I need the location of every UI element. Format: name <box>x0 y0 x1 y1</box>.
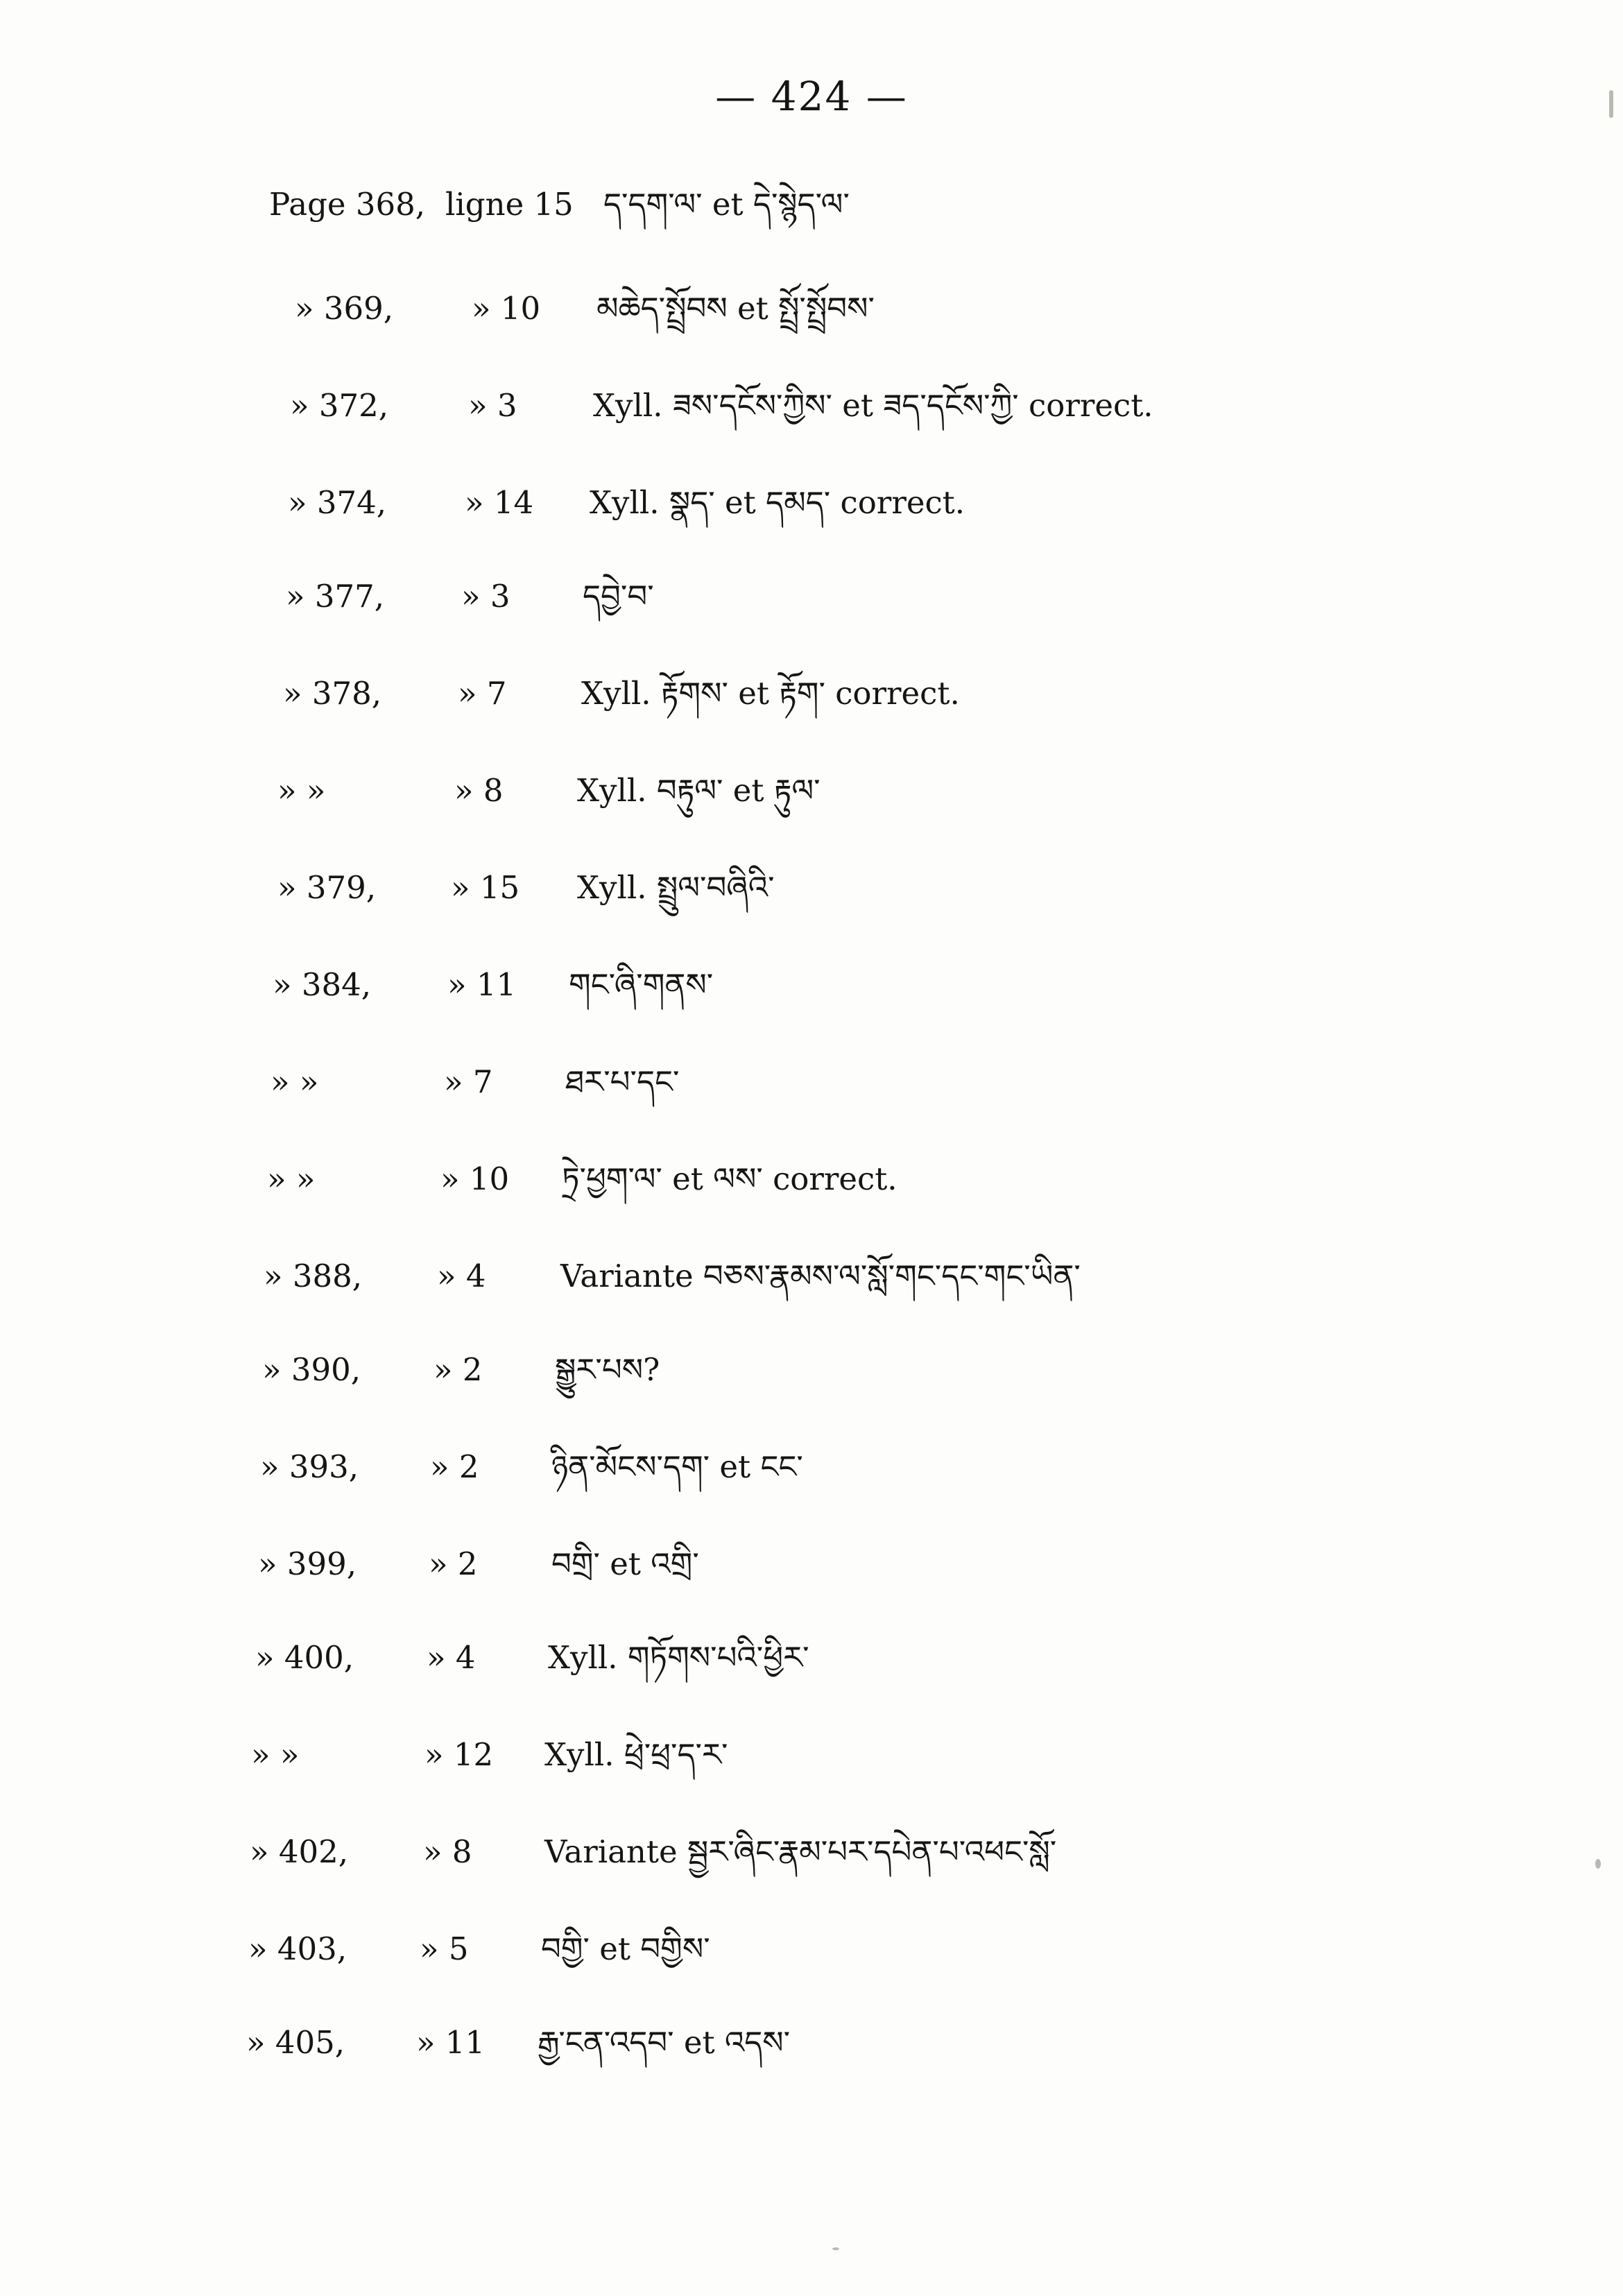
correction-text: Xyll. བརྟུལ་ et རྟུལ་ <box>577 772 821 809</box>
errata-row <box>0 468 1623 538</box>
correction-text: ཏྲེ་ཕྱག་ལ་ et ལས་ correct. <box>562 1160 898 1197</box>
print-speck <box>832 2247 839 2250</box>
correction-text: Variante སྦྱར་ཞིང་རྣམ་པར་དཔེན་པ་འཕང་སློ་ <box>544 1833 1057 1870</box>
correction-text: བགྲི་ et འགྲི་ <box>551 1545 699 1582</box>
line-reference: » 2 <box>429 1545 478 1582</box>
page-reference: » 402, <box>250 1833 349 1870</box>
errata-row <box>0 1145 1623 1214</box>
page-reference: » 379, <box>277 869 377 906</box>
errata-row <box>0 950 1623 1020</box>
errata-row <box>0 1335 1623 1405</box>
line-reference: » 2 <box>430 1448 479 1485</box>
line-reference: » 10 <box>440 1160 510 1197</box>
errata-row <box>0 756 1623 825</box>
page-reference: Page 368, <box>269 186 426 223</box>
errata-row <box>0 274 1623 343</box>
line-reference: » 14 <box>465 484 534 521</box>
page-reference: » » <box>267 1160 316 1197</box>
page-reference: » 390, <box>262 1351 361 1388</box>
line-reference: » 8 <box>423 1833 472 1870</box>
line-reference: » 11 <box>447 966 517 1003</box>
correction-text: Xyll. སྣད་ et དམད་ correct. <box>590 484 965 521</box>
errata-row <box>0 1242 1623 1311</box>
correction-text: Xyll. ཟས་དངོས་ཀྱིས་ et ཟད་དངོས་ཀྱི་ correct. <box>593 387 1153 424</box>
correction-text: Xyll. རྟོགས་ et རྟོག་ correct. <box>581 675 960 712</box>
correction-text: Xyll. གཏོགས་པའི་ཕྱིར་ <box>548 1639 809 1676</box>
page-number: — 424 — <box>715 73 908 120</box>
page-reference: » 378, <box>283 675 382 712</box>
line-reference: » 8 <box>454 772 504 809</box>
page-reference: » 403, <box>248 1930 347 1967</box>
errata-row <box>0 1623 1623 1693</box>
correction-text: Xyll. ཕྲེ་ཕྲ་ད་ར་ <box>544 1736 728 1773</box>
correction-text: ཉིན་མོངས་དག་ et ངང་ <box>551 1448 803 1485</box>
errata-row <box>0 853 1623 923</box>
errata-row <box>0 1914 1623 1984</box>
correction-text: ད་དག་ལ་ et དེ་སྙེད་ལ་ <box>603 186 850 223</box>
line-reference: » 12 <box>424 1736 494 1773</box>
errata-row <box>0 1720 1623 1790</box>
line-reference: » 15 <box>451 869 520 906</box>
line-reference: » 2 <box>433 1351 483 1388</box>
correction-text: Xyll. སྤྲུལ་བཞིའི་ <box>577 869 775 906</box>
page-reference: » 369, <box>295 290 394 327</box>
line-reference: ligne 15 <box>445 186 574 223</box>
errata-row <box>0 1817 1623 1887</box>
print-speck <box>1609 90 1613 118</box>
page-reference: » 374, <box>288 484 387 521</box>
correction-text: ཐར་པ་དང་ <box>565 1063 680 1100</box>
errata-row <box>0 371 1623 440</box>
errata-row <box>0 1432 1623 1502</box>
line-reference: » 5 <box>420 1930 469 1967</box>
line-reference: » 3 <box>468 387 517 424</box>
line-reference: » 11 <box>416 2024 486 2061</box>
line-reference: » 7 <box>458 675 507 712</box>
errata-row <box>0 562 1623 631</box>
errata-row <box>0 170 1623 239</box>
page-reference: » 393, <box>260 1448 359 1485</box>
correction-text: སྒྱུར་པས? <box>555 1351 660 1388</box>
correction-text: བགྱི་ et བགྱིས་ <box>541 1930 710 1967</box>
page-reference: » 384, <box>273 966 372 1003</box>
line-reference: » 10 <box>472 290 541 327</box>
page-reference: » 388, <box>264 1258 363 1294</box>
page-reference: » 405, <box>246 2024 345 2061</box>
page-reference: » » <box>270 1063 319 1100</box>
page-reference: » 377, <box>286 578 385 615</box>
line-reference: » 7 <box>444 1063 493 1100</box>
page-reference: » 400, <box>255 1639 354 1676</box>
page-reference: » » <box>277 772 326 809</box>
page-reference: » 372, <box>290 387 389 424</box>
correction-text: མཆེད་སྤྲོབས et སྤྲོ་སྤྲོབས་ <box>596 290 875 327</box>
line-reference: » 4 <box>437 1258 486 1294</box>
correction-text: གང་ཞི་གནས་ <box>569 966 714 1003</box>
errata-row <box>0 2008 1623 2077</box>
correction-text: Variante བཅས་རྣམས་ལ་སློ་གང་དང་གང་ཡིན་ <box>560 1258 1081 1294</box>
page-reference: » » <box>251 1736 300 1773</box>
page-reference: » 399, <box>258 1545 357 1582</box>
line-reference: » 4 <box>427 1639 476 1676</box>
errata-row <box>0 1047 1623 1117</box>
print-speck <box>1595 1859 1601 1869</box>
line-reference: » 3 <box>461 578 510 615</box>
errata-row <box>0 659 1623 728</box>
errata-row <box>0 1530 1623 1599</box>
correction-text: རྒྱ་ངན་འདབ་ et འདས་ <box>538 2024 791 2061</box>
correction-text: དབྱེ་བ་ <box>583 578 654 615</box>
